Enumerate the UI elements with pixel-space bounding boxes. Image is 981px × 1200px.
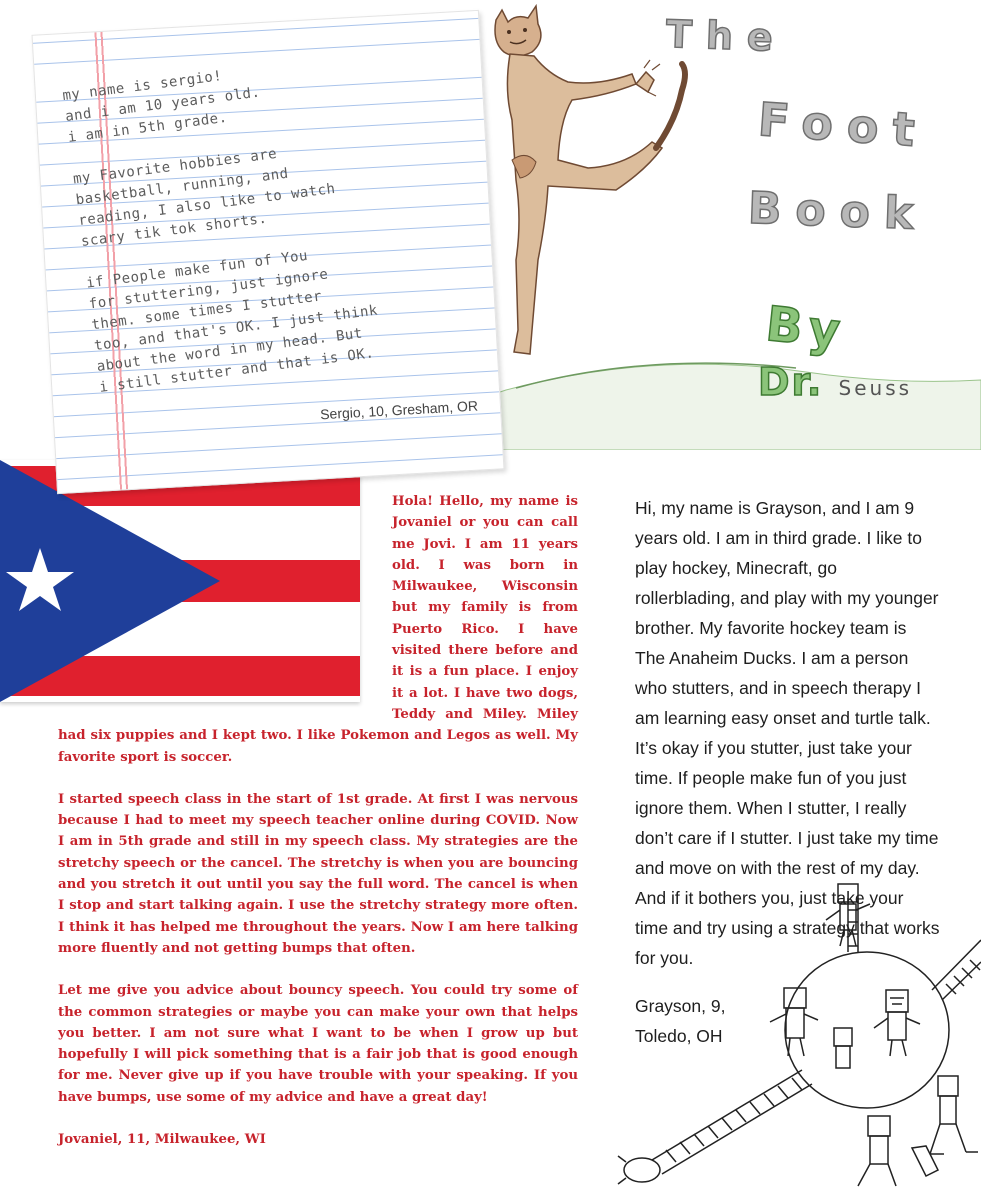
foot-book-drawing	[476, 0, 981, 450]
jovaniel-paragraph: I started speech class in the start of 1st grade. At first I was nervous because I had to meet my speech teacher online during COVID. Now I am in 5th grade and still in my speech class. My strategies are the stretchy speech or the cancel. The stretchy is when you are bouncing and you stretch it out until you say the full word. The cancel is when I stop and start talking again. I use the stretchy strategy more often. I think it has helped me throughout the years. Now I am here talking more fluently and not getting bumps that often.	[58, 791, 578, 956]
jovaniel-signature: Jovaniel, 11, Milwaukee, WI	[58, 1132, 266, 1148]
book-title-the: The	[665, 11, 788, 61]
jovaniel-letter	[58, 491, 578, 1150]
author-suffix: Seuss	[838, 376, 913, 400]
jovaniel-paragraph: Hola! Hello, my name is Jovaniel or you can call me Jovi. I am 11 years old. I was born in Milwaukee, Wisconsin but my family is from Puerto Rico. I have visited there before and it is a fun place. I enjoy it a lot. I have two dogs, Teddy and Miley. Miley had six puppies and I kept two. I like Pokemon and Legos as well. My favorite sport is soccer.	[58, 494, 578, 765]
flag-wrap-spacer	[58, 491, 392, 725]
grayson-letter	[635, 493, 940, 1051]
grayson-signature-line2: Toledo, OH	[635, 1026, 723, 1046]
jovaniel-paragraph: Let me give you advice about bouncy speech. You could try some of the common strategies or maybe you can make your own that helps you better. I am not sure what I want to be when I grow up but hopefully I will pick something that is a fair job that is good enough for me. Never give up if you have trouble with your speaking. If you have bumps, use some of my advice and have a great day!	[58, 983, 578, 1105]
book-title-author	[758, 360, 912, 404]
book-title-by: By	[763, 295, 849, 361]
author-prefix: Dr.	[758, 360, 824, 404]
grayson-body: Hi, my name is Grayson, and I am 9 years old. I am in third grade. I like to play hockey, Minecraft, go rollerblading, and play with my younger brother. My favorite hockey team is The Anaheim Ducks. I am a person who stutters, and in speech therapy I am learning easy onset and turtle talk. It’s okay if you stutter, just take your time. If people make fun of you just ignore them. When I stutter, I really don’t care if I stutter. I just take my time and move on with the rest of my day. And if it bothers you, just take your time and try using a strategy that works for you.	[635, 498, 940, 968]
grayson-signature-line1: Grayson, 9,	[635, 996, 726, 1016]
sergio-handwritten-text: my name is sergio! and i am 10 years old. i am in 5th grade. my Favorite hobbies are basketball, running, and reading, I also like to watch scary tik tok shorts. if People make fun of You for stuttering, just ignore them. some times I stutter too, and that's OK. I just think about the word in my head. But i still stutter and that is OK.	[61, 68, 379, 396]
book-title-book: Book	[747, 182, 929, 241]
sergio-notebook-page	[32, 10, 505, 494]
sergio-caption: Sergio, 10, Gresham, OR	[319, 397, 479, 423]
book-title-foot: Foot	[756, 92, 931, 158]
